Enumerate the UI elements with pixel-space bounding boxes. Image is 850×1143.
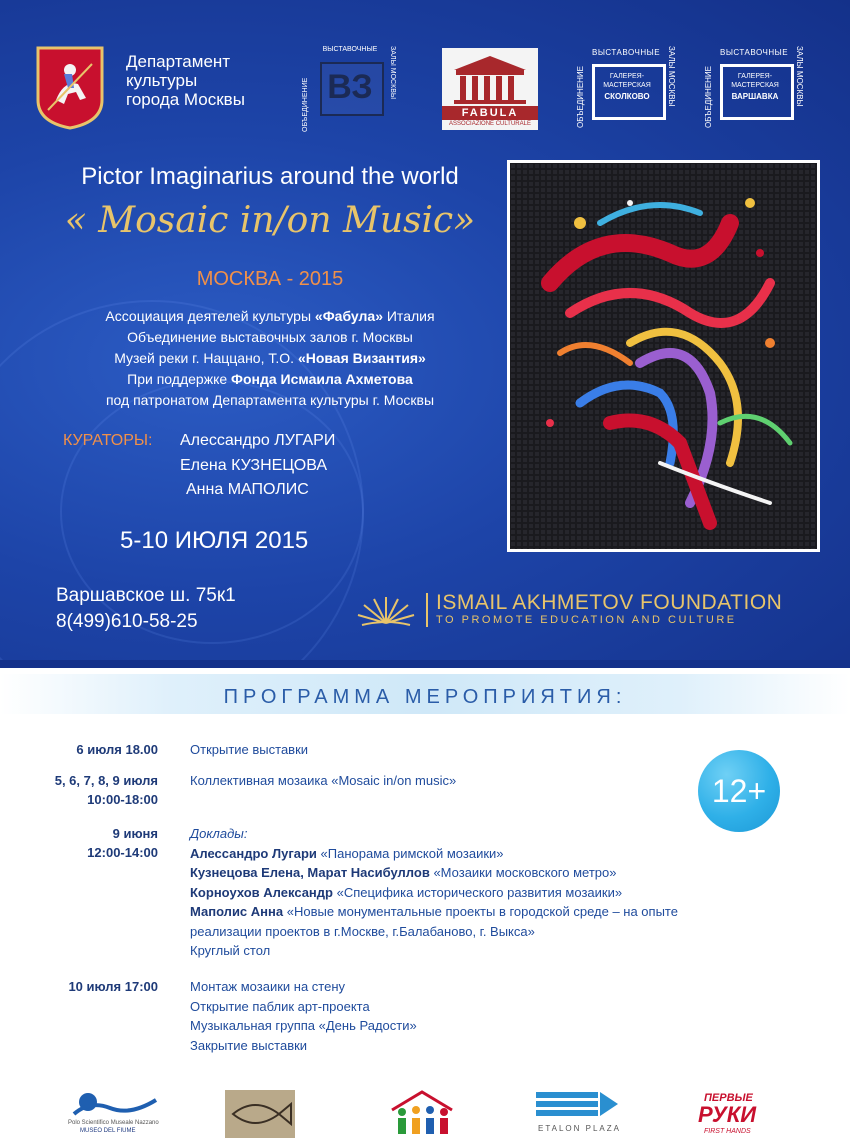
organizer-line: под патронатом Департамента культуры г. Москвы: [105, 392, 435, 408]
organizer-line: При поддержке Фонда Исмаила Ахметова: [127, 371, 413, 387]
sponsor-mosaic-fish: [225, 1090, 295, 1138]
curator-name: Елена КУЗНЕЦОВА: [180, 457, 328, 474]
children-house-icon: [388, 1090, 456, 1138]
program-line: Алессандро Лугари «Панорама римской мозаики»: [190, 845, 504, 861]
temple-icon: [452, 54, 528, 104]
skolkovo-line2: СКОЛКОВО: [604, 92, 650, 101]
phone: 8(499)610-58-25: [56, 611, 198, 632]
mosaic-fish-icon: [225, 1090, 295, 1138]
program-line: реализации проектов в г.Москве, г.Балабаново, г. Выкса»: [190, 923, 535, 939]
organizer-line: Ассоциация деятелей культуры «Фабула» Италия: [105, 308, 435, 324]
curator-name: Анна МАПОЛИС: [186, 481, 309, 498]
first-hands-label: FIRST HANDS: [704, 1128, 751, 1135]
program-item: [190, 771, 800, 791]
varshavka-left-label: ОБЪЕДИНЕНИЕ: [704, 65, 713, 128]
curators-label: КУРАТОРЫ:: [63, 432, 153, 449]
program-date-line: 6 июля 18.00: [76, 742, 158, 757]
etalon-caption: ETALON PLAZA: [538, 1124, 621, 1133]
mosaic-music-illustration: [510, 163, 817, 549]
moscow-coat-of-arms-icon: [34, 44, 106, 130]
organizer-line: Объединение выставочных залов г. Москвы: [127, 329, 413, 345]
ismail-akhmetov-foundation: [356, 591, 816, 631]
program-line: Музыкальная группа «День Радости»: [190, 1018, 417, 1033]
exhibition-halls-logo: ВЗ ВЫСТАВОЧНЫЕ ОБЪЕДИНЕНИЕ ЗАЛЫ МОСКВЫ: [302, 46, 396, 132]
ruki-label: РУКИ: [698, 1102, 757, 1127]
program-time-line: 12:00-14:00: [87, 845, 158, 860]
etalon-plaza-icon: [528, 1090, 628, 1120]
gallery-skolkovo-logo: [570, 44, 692, 132]
fabula-label: FABULA: [442, 106, 538, 120]
varshavka-top-label: ВЫСТАВОЧНЫЕ: [720, 48, 789, 57]
vz-right-label: ЗАЛЫ МОСКВЫ: [389, 46, 396, 100]
sponsor-etalon-plaza: [528, 1090, 628, 1138]
program-line: Закрытие выставки: [190, 1037, 308, 1053]
pervye-label: ПЕРВЫЕ: [704, 1092, 753, 1104]
program-line: Доклады:: [190, 826, 248, 841]
program-line: Круглый стол: [190, 943, 271, 958]
museo-caption: MUSEO DEL FIUME: [80, 1128, 136, 1134]
program-date-line: 5, 6, 7, 8, 9 июля: [54, 773, 158, 788]
skolkovo-top-label: ВЫСТАВОЧНЫЕ: [592, 48, 661, 57]
event-title: « Mosaic in/on Music»: [64, 200, 476, 241]
vz-left-label: ОБЪЕДИНЕНИЕ: [302, 77, 309, 132]
event-subtitle: Pictor Imaginarius around the world: [81, 163, 459, 190]
lotus-icon: [356, 593, 416, 629]
mosaic-artwork-image: [507, 160, 820, 552]
event-dates: 5-10 ИЮЛЯ 2015: [120, 527, 309, 554]
program-date: [0, 977, 158, 996]
program-item: [190, 977, 800, 1055]
sponsor-first-hands: [690, 1090, 780, 1138]
fabula-sub-label: ASSOCIAZIONE CULTURALE: [449, 121, 531, 127]
program-item: [190, 740, 800, 760]
organizers-block: [40, 306, 500, 411]
wave-icon: [70, 1090, 160, 1118]
organizer-line: Музей реки г. Наццано, Т.О. «Новая Византия»: [114, 350, 426, 366]
varshavka-line1: ГАЛЕРЕЯ-МАСТЕРСКАЯ: [731, 73, 779, 89]
event-city: МОСКВА - 2015: [196, 268, 344, 290]
skolkovo-left-label: ОБЪЕДИНЕНИЕ: [576, 65, 585, 128]
vz-top-label: ВЫСТАВОЧНЫЕ: [322, 46, 378, 53]
program-date: [0, 824, 158, 862]
program-title: ПРОГРАММА МЕРОПРИЯТИЯ:: [223, 686, 627, 708]
curator-name: Алессандро ЛУГАРИ: [180, 432, 336, 449]
dept-line-1: Департамент: [126, 52, 231, 71]
department-name: [126, 52, 245, 109]
dept-line-2: культуры: [126, 71, 198, 90]
program-item: [190, 824, 800, 961]
foundation-name: ISMAIL AKHMETOV FOUNDATION: [436, 591, 783, 614]
program-line: Коллективная мозаика «Mosaic in/on music»: [190, 773, 457, 788]
skolkovo-right-label: ЗАЛЫ МОСКВЫ: [667, 46, 676, 107]
program-date: [0, 740, 158, 759]
program-line: Корноухов Александр «Специфика исторического развития мозаики»: [190, 884, 623, 900]
program-date: [0, 771, 158, 809]
program-line: Кузнецова Елена, Марат Насибуллов «Мозаики московского метро»: [190, 865, 617, 880]
address: Варшавское ш. 75к1: [56, 585, 236, 606]
program-line: Открытие выставки: [190, 742, 309, 757]
foundation-tagline: TO PROMOTE EDUCATION AND CULTURE: [436, 614, 737, 626]
dept-line-3: города Москвы: [126, 90, 245, 109]
address-block: [56, 583, 236, 635]
varshavka-right-label: ЗАЛЫ МОСКВЫ: [795, 46, 804, 107]
section-divider: [0, 660, 850, 668]
fabula-logo: [442, 48, 538, 130]
program-line: Монтаж мозаики на стену: [190, 979, 346, 994]
program-line: Маполис Анна «Новые монументальные проекты в городской среде – на опыте: [190, 904, 678, 919]
program-date-line: 10 июля 17:00: [68, 979, 158, 994]
age-rating-badge: 12+: [698, 750, 780, 832]
varshavka-line2: ВАРШАВКА: [731, 92, 779, 101]
program-line: Открытие паблик арт-проекта: [190, 998, 370, 1014]
skolkovo-line1: ГАЛЕРЕЯ-МАСТЕРСКАЯ: [603, 73, 651, 89]
program-time-line: 10:00-18:00: [87, 792, 158, 807]
sponsor-children-houses: [388, 1090, 456, 1138]
nazzano-caption: Polo Scientifico Museale Nazzano: [68, 1120, 159, 1126]
gallery-varshavka-logo: [698, 44, 820, 132]
sponsor-nazzano-museum: [70, 1090, 160, 1138]
program-date-line: 9 июня: [112, 826, 158, 841]
